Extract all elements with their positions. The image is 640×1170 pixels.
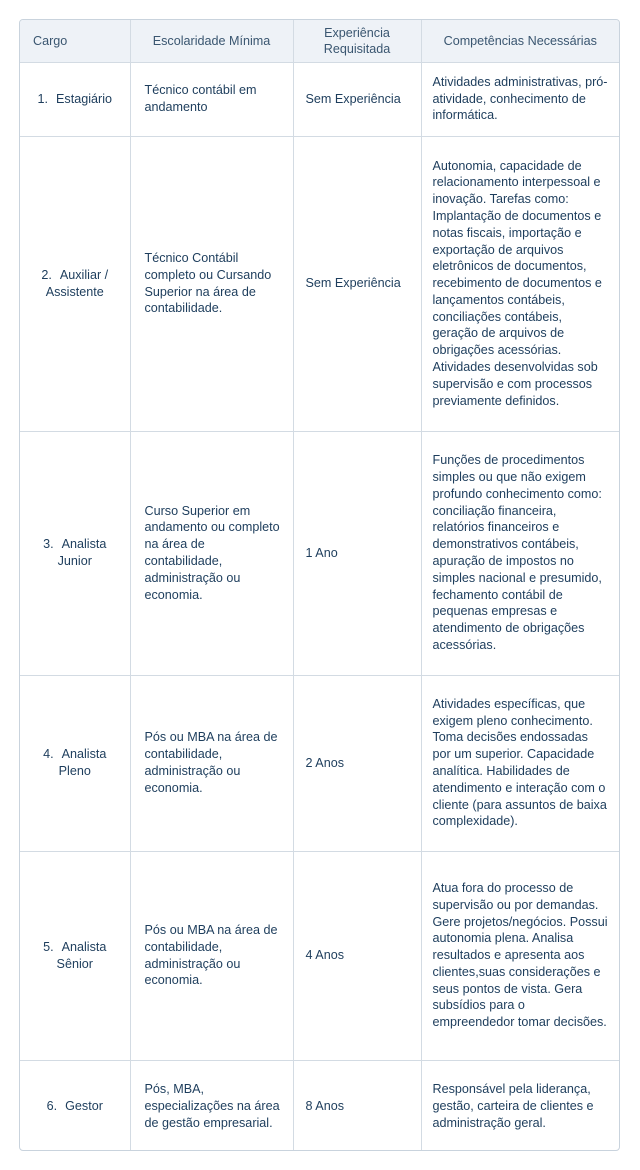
cell-experiencia: 4 Anos	[293, 851, 421, 1060]
cell-competencias: Atividades administrativas, pró-atividade, conhecimento de informática.	[421, 62, 619, 136]
row-number: 6.	[46, 1098, 58, 1113]
cell-experiencia: 2 Anos	[293, 675, 421, 851]
cargo-label: Analista Junior	[57, 537, 107, 568]
cell-cargo	[20, 136, 130, 431]
cell-competencias: Autonomia, capacidade de relacionamento interpessoal e inovação. Tarefas como: Implantação de documentos e notas fiscais, importação e exportação de arquivos eletrônicos de documentos, recebimento de documentos e lançamentos contábeis, conciliações contábeis, geração de arquivos de obrigações acessórias. Atividades desenvolvidas sob supervisão e com processos previamente definidos.	[421, 136, 619, 431]
cell-cargo	[20, 675, 130, 851]
cargo-label: Gestor	[65, 1098, 103, 1113]
table-row	[20, 136, 619, 431]
cell-escolaridade: Técnico Contábil completo ou Cursando Superior na área de contabilidade.	[130, 136, 293, 431]
cargo-label: Analista Pleno	[58, 747, 107, 778]
table-row	[20, 675, 619, 851]
cell-cargo	[20, 431, 130, 675]
header-experiencia: Experiência Requisitada	[293, 20, 421, 62]
cell-cargo	[20, 62, 130, 136]
table-row	[20, 851, 619, 1060]
cell-escolaridade: Pós, MBA, especializações na área de gestão empresarial.	[130, 1060, 293, 1151]
table-body	[20, 62, 619, 1151]
cell-experiencia: 8 Anos	[293, 1060, 421, 1151]
cell-competencias: Atividades específicas, que exigem pleno conhecimento. Toma decisões endossadas por um superior. Capacidade analítica. Habilidades de atendimento e interação com o cliente (para assuntos de baixa complexidade).	[421, 675, 619, 851]
cell-competencias: Responsável pela liderança, gestão, carteira de clientes e administração geral.	[432, 1082, 594, 1130]
cell-escolaridade: Técnico contábil em andamento	[130, 62, 293, 136]
career-table-container	[19, 19, 620, 1151]
cell-competencias: Atua fora do processo de supervisão ou por demandas. Gere projetos/negócios. Possui autonomia plena. Analisa resultados e apresenta aos clientes,suas considerações e seus pontos de vista. Gera subsídios para o empreendedor tomar decisões.	[421, 851, 619, 1060]
table-row	[20, 431, 619, 675]
row-number: 4.	[43, 747, 54, 762]
cell-competencias: Funções de procedimentos simples ou que não exigem profundo conhecimento como: conciliação financeira, relatórios financeiros e demonstrativos contábeis, apuração de impostos no simples nacional e presumido, fechamento contábil de pequenas empresas e atendimento de obrigações acessórias.	[421, 431, 619, 675]
table-header	[20, 20, 619, 62]
table-row	[20, 1060, 619, 1151]
table-row	[20, 62, 619, 136]
header-escolaridade: Escolaridade Mínima	[130, 20, 293, 62]
header-cargo: Cargo	[20, 20, 130, 62]
row-number: 2.	[41, 267, 52, 282]
cargo-label: Analista Sênior	[56, 939, 107, 971]
cell-escolaridade: Pós ou MBA na área de contabilidade, administração ou economia.	[130, 851, 293, 1060]
cell-experiencia: Sem Experiência	[293, 136, 421, 431]
cell-experiencia: 1 Ano	[293, 431, 421, 675]
cell-escolaridade: Curso Superior em andamento ou completo na área de contabilidade, administração ou economia.	[130, 431, 293, 675]
cell-experiencia: Sem Experiência	[293, 62, 421, 136]
row-number: 3.	[43, 537, 54, 552]
cell-cargo	[20, 851, 130, 1060]
cargo-label: Estagiário	[56, 91, 113, 106]
cell-escolaridade: Pós ou MBA na área de contabilidade, administração ou economia.	[130, 675, 293, 851]
cargo-label: Auxiliar / Assistente	[45, 267, 109, 299]
header-competencias: Competências Necessárias	[421, 20, 619, 62]
cell-cargo	[20, 1060, 130, 1151]
row-number: 5.	[43, 939, 54, 954]
header-row	[20, 20, 619, 62]
row-number: 1.	[37, 91, 48, 106]
career-table	[20, 20, 619, 1151]
